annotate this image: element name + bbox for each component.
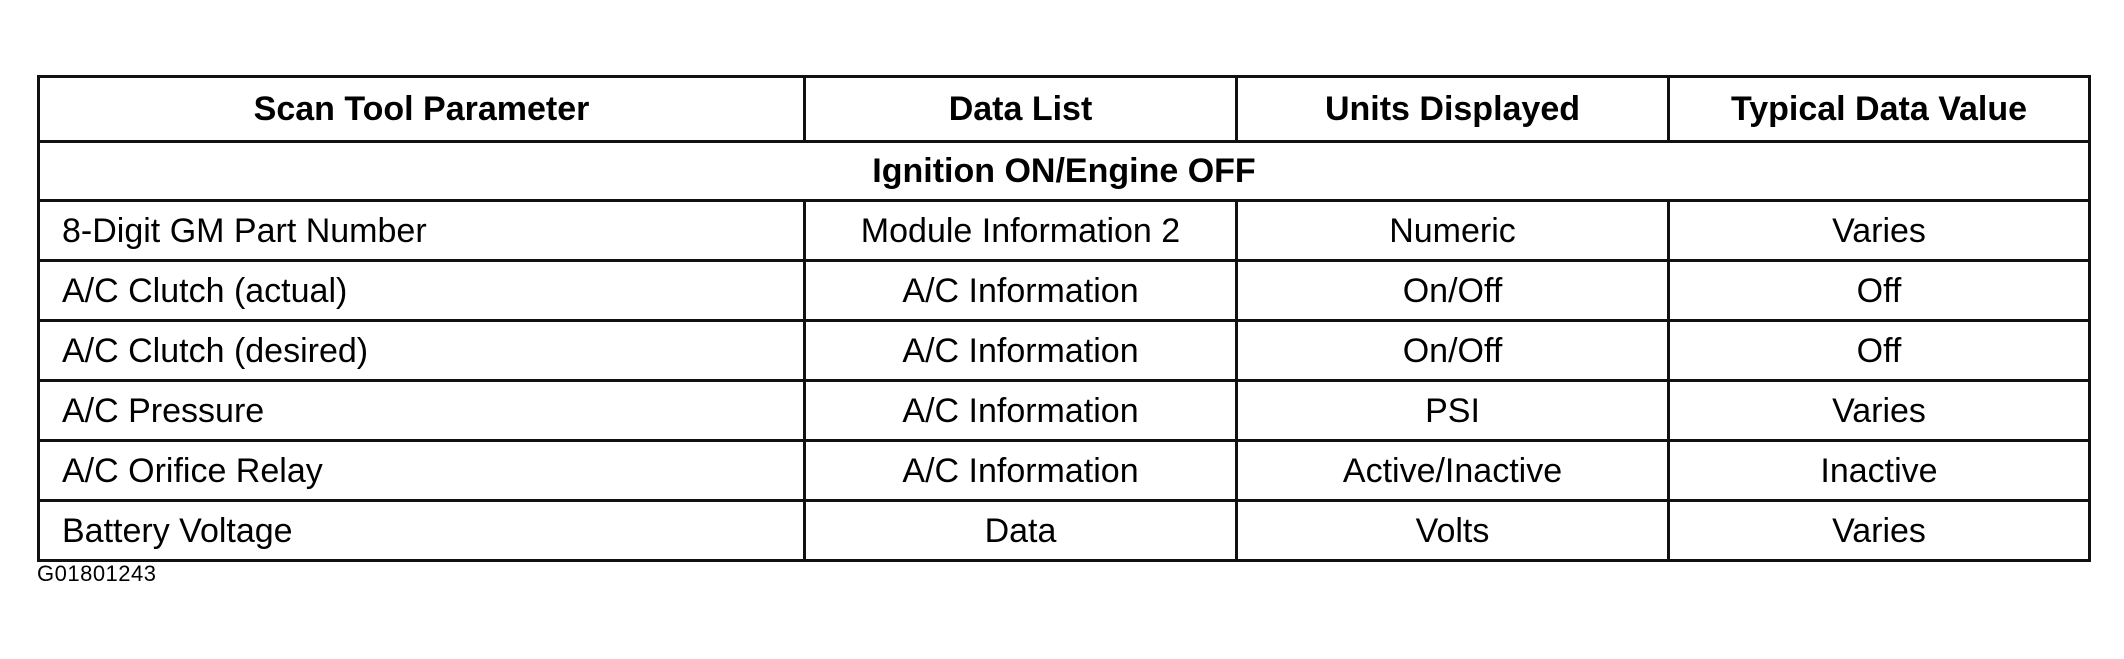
header-typical-data-value: Typical Data Value [1669,77,2090,142]
cell-typical-value: Varies [1669,201,2090,261]
table-row [39,261,2090,321]
cell-data-list: A/C Information [805,261,1237,321]
cell-units: Numeric [1237,201,1669,261]
cell-data-list: A/C Information [805,321,1237,381]
section-title: Ignition ON/Engine OFF [39,142,2090,201]
header-scan-tool-parameter: Scan Tool Parameter [39,77,805,142]
cell-data-list: Data [805,501,1237,561]
section-row [39,142,2090,201]
header-units-displayed: Units Displayed [1237,77,1669,142]
cell-parameter: A/C Orifice Relay [39,441,805,501]
cell-typical-value: Off [1669,261,2090,321]
cell-parameter: Battery Voltage [39,501,805,561]
scan-tool-data-table [37,75,2091,562]
table-row [39,321,2090,381]
cell-units: On/Off [1237,321,1669,381]
cell-parameter: A/C Pressure [39,381,805,441]
cell-data-list: Module Information 2 [805,201,1237,261]
table-row [39,501,2090,561]
cell-data-list: A/C Information [805,441,1237,501]
cell-parameter: 8-Digit GM Part Number [39,201,805,261]
table-row [39,441,2090,501]
cell-parameter: A/C Clutch (desired) [39,321,805,381]
table-row [39,381,2090,441]
table-header-row [39,77,2090,142]
cell-units: Volts [1237,501,1669,561]
table-row [39,201,2090,261]
scan-tool-data-table-container [37,75,2088,562]
cell-parameter: A/C Clutch (actual) [39,261,805,321]
cell-units: Active/Inactive [1237,441,1669,501]
cell-typical-value: Off [1669,321,2090,381]
cell-typical-value: Inactive [1669,441,2090,501]
cell-typical-value: Varies [1669,381,2090,441]
cell-data-list: A/C Information [805,381,1237,441]
cell-units: PSI [1237,381,1669,441]
cell-units: On/Off [1237,261,1669,321]
cell-typical-value: Varies [1669,501,2090,561]
figure-id: G01801243 [37,561,157,586]
header-data-list: Data List [805,77,1237,142]
